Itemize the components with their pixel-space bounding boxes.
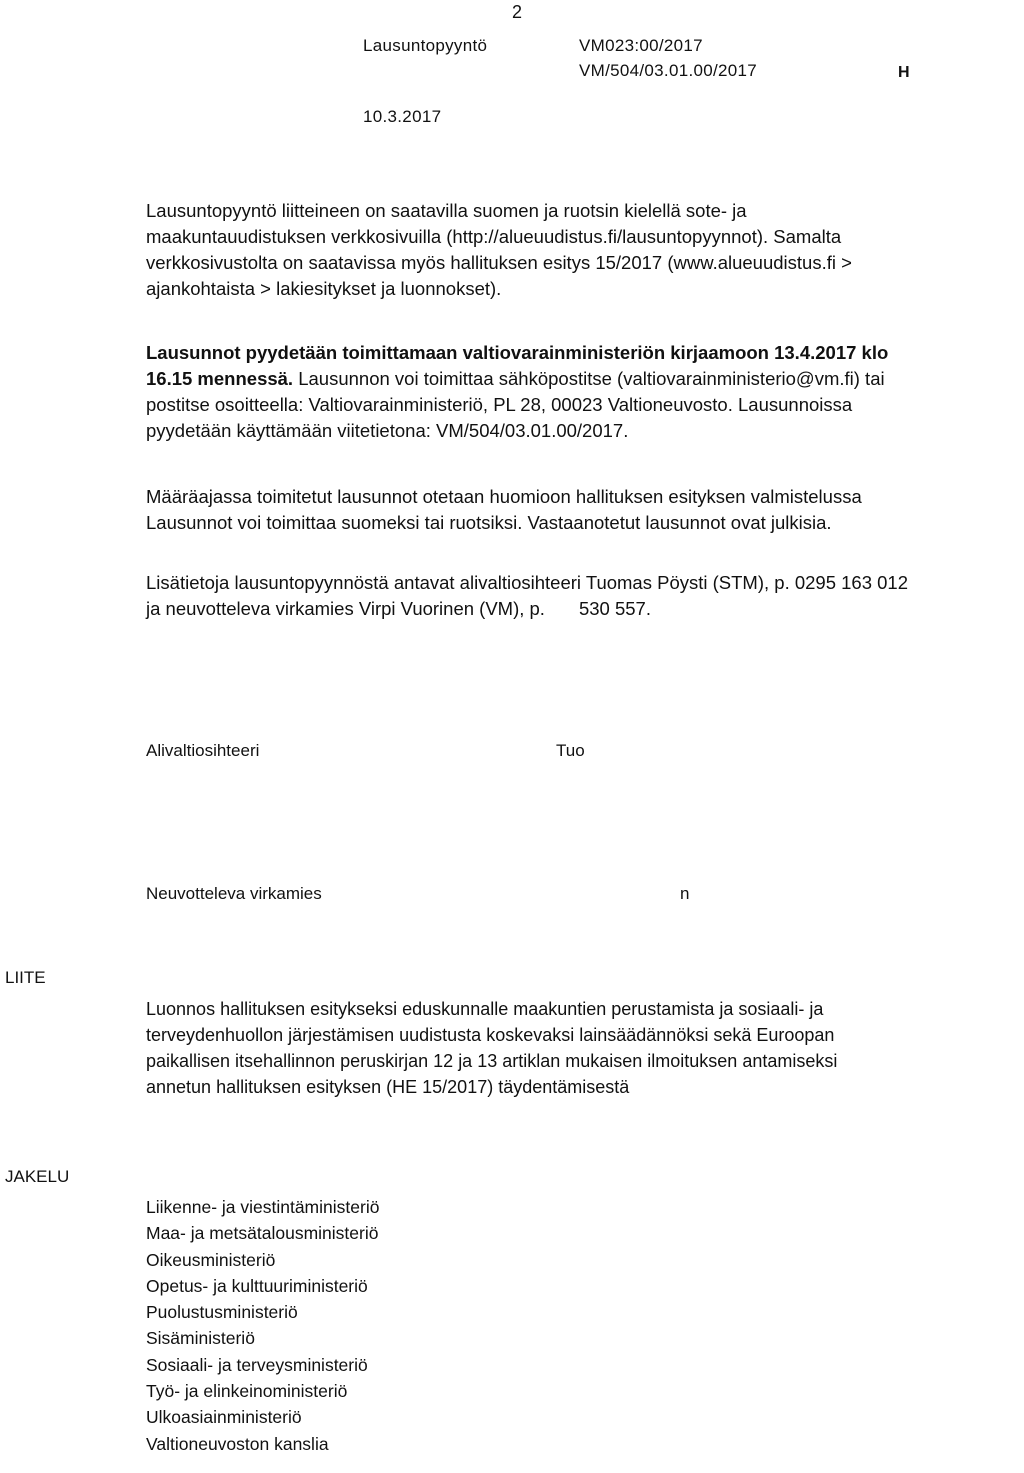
paragraph-contacts	[146, 570, 1016, 622]
deadline-bold-text: 16.15 mennessä.	[146, 368, 294, 389]
paragraph-consideration	[146, 484, 1016, 536]
text-line	[146, 366, 1016, 392]
list-item: Puolustusministeriö	[146, 1302, 298, 1323]
list-item: Oikeusministeriö	[146, 1249, 276, 1270]
text-line: Lausuntopyyntö liitteineen on saatavilla suomen ja ruotsin kielellä sote- ja	[146, 200, 747, 221]
paragraph-availability	[146, 198, 1016, 302]
text-line: postitse osoitteella: Valtiovarainministeriö, PL 28, 00023 Valtioneuvosto. Lausunnoissa	[146, 394, 853, 415]
text-line: annetun hallituksen esityksen (HE 15/2017) täydentämisestä	[146, 1077, 630, 1097]
list-item: Ulkoasiainministeriö	[146, 1407, 302, 1428]
contact-phone: 530 557.	[578, 598, 651, 619]
signature-name-1: Tuo	[556, 741, 585, 760]
text-line: Lausunnot voi toimittaa suomeksi tai ruotsiksi. Vastaanotetut lausunnot ovat julkisia.	[146, 512, 832, 533]
liite-label: LIITE	[5, 968, 46, 987]
text-line: paikallisen itsehallinnon peruskirjan 12 ja 13 artiklan mukaisen ilmoituksen antamiseksi	[146, 1051, 838, 1071]
text-line: verkkosivustolta on saatavissa myös hallituksen esitys 15/2017 (www.alueuudistus.fi >	[146, 252, 852, 273]
text-line	[146, 596, 1016, 622]
signature-name-2: n	[680, 884, 690, 903]
document-type: Lausuntopyyntö	[363, 36, 488, 55]
text-line: maakuntauudistuksen verkkosivuilla (http://alueuudistus.fi/lausuntopyynnot). Samalta	[146, 226, 842, 247]
submission-text: Lausunnon voi toimittaa sähköpostitse (valtiovarainministerio@vm.fi) tai	[293, 368, 885, 389]
text-line: Luonnos hallituksen esitykseksi eduskunnalle maakuntien perustamista ja sosiaali- ja	[146, 999, 824, 1019]
distribution-list	[146, 1194, 379, 1457]
list-item: Työ- ja elinkeinoministeriö	[146, 1381, 348, 1402]
list-item: Opetus- ja kulttuuriministeriö	[146, 1275, 368, 1296]
deadline-bold-line: Lausunnot pyydetään toimittamaan valtiovarainministeriön kirjaamoon 13.4.2017 klo	[146, 342, 889, 363]
text-line: Määräajassa toimitetut lausunnot otetaan huomioon hallituksen esityksen valmistelussa	[146, 486, 862, 507]
signature-title-1: Alivaltiosihteeri	[146, 741, 260, 760]
text-line: Lisätietoja lausuntopyynnöstä antavat alivaltiosihteeri Tuomas Pöysti (STM), p. 0295 163 012	[146, 572, 909, 593]
reference-number-2: VM/504/03.01.00/2017	[579, 61, 758, 80]
list-item: Sisäministeriö	[146, 1328, 255, 1349]
list-item: Liikenne- ja viestintäministeriö	[146, 1197, 380, 1217]
reference-number-1: VM023:00/2017	[579, 36, 703, 55]
handwritten-mark: H	[898, 64, 910, 81]
signature-title-2: Neuvotteleva virkamies	[146, 884, 322, 903]
liite-description	[146, 996, 1016, 1100]
list-item: Maa- ja metsätalousministeriö	[146, 1223, 379, 1244]
page-number: 2	[512, 2, 523, 22]
list-item: Valtioneuvoston kanslia	[146, 1433, 329, 1454]
contact-text: ja neuvotteleva virkamies Virpi Vuorinen (VM), p.	[146, 598, 545, 619]
list-item: Sosiaali- ja terveysministeriö	[146, 1354, 368, 1375]
text-line: terveydenhuollon järjestämisen uudistusta koskevaksi lainsäädännöksi sekä Euroopan	[146, 1025, 835, 1045]
text-line: ajankohtaista > lakiesitykset ja luonnokset).	[146, 278, 502, 299]
document-date: 10.3.2017	[363, 107, 442, 126]
text-line: pyydetään käyttämään viitetietona: VM/504/03.01.00/2017.	[146, 420, 629, 441]
jakelu-label: JAKELU	[5, 1167, 70, 1186]
paragraph-deadline	[146, 340, 1016, 444]
